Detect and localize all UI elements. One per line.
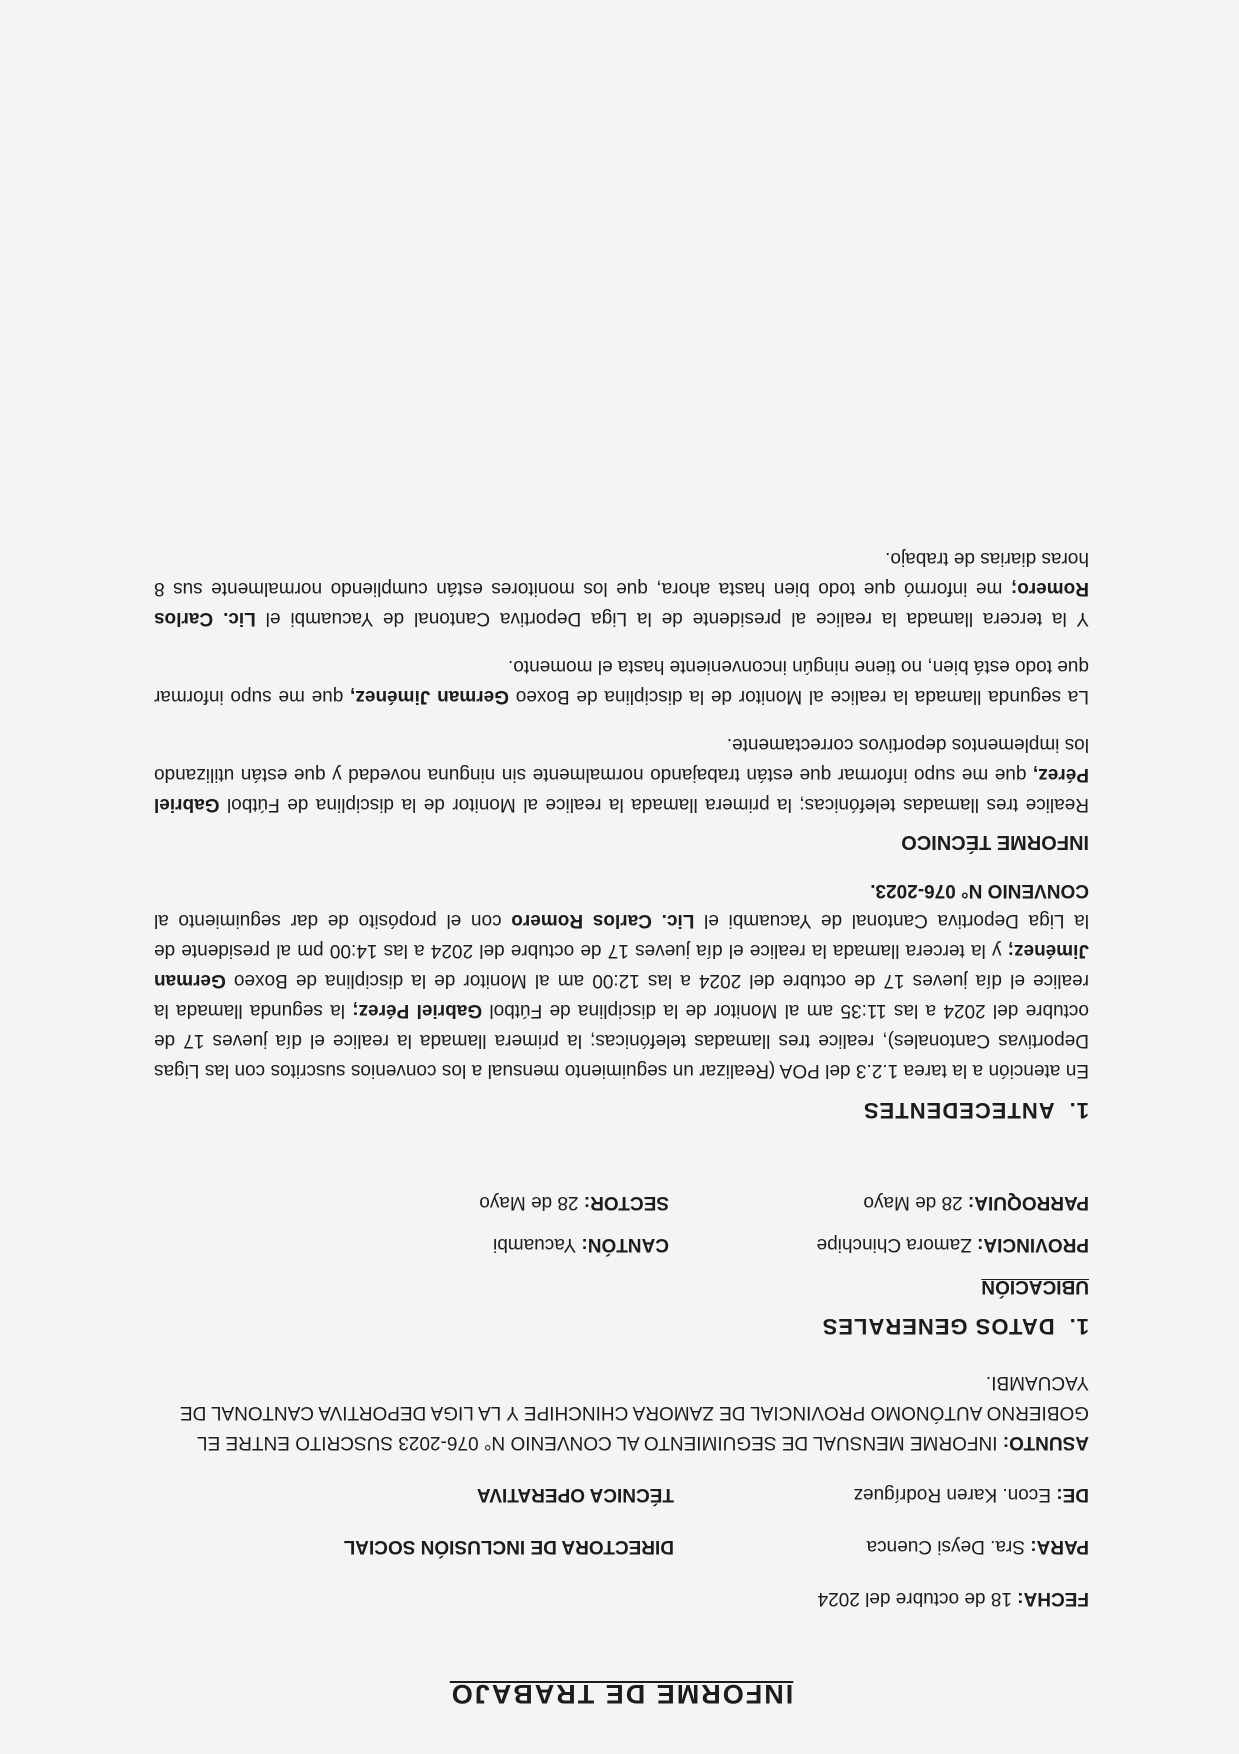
location-row-2: PARROQUIA: 28 de Mayo SECTOR: 28 de Mayo <box>479 1192 1089 1213</box>
asunto-label: ASUNTO: <box>1002 1432 1089 1453</box>
datos-generales-heading: 1.DATOS GENERALES <box>821 1314 1089 1339</box>
fecha-label: FECHA: <box>1017 1588 1089 1609</box>
fecha-row <box>154 1583 1089 1613</box>
sector-value: 28 de Mayo <box>479 1192 579 1213</box>
parroquia-value: 28 de Mayo <box>863 1192 963 1213</box>
provincia-value: Zamora Chinchipe <box>816 1234 972 1255</box>
de-label: DE: <box>1056 1484 1089 1505</box>
informe-tecnico-heading: INFORME TÉCNICO <box>901 831 1089 853</box>
informe-paragraph-1: Realice tres llamadas telefónicas; la primera llamada la realice al Monitor de la disciplina de Fútbol Gabriel Pérez, que me supo informar que están trabajando normalmente sin ninguna novedad y que están utilizando los implementos deportivos correctamente. <box>153 734 1089 815</box>
report-sheet <box>154 539 1089 1709</box>
report-title: INFORME DE TRABAJO <box>449 1679 794 1709</box>
ubicacion-title: UBICACIÓN <box>981 1276 1089 1297</box>
de-value: Econ. Karen Rodríguez <box>853 1484 1051 1505</box>
antecedentes-paragraph: En atención a la tarea 1.2.3 del POA (Realizar un seguimiento mensual a los convenios suscritos con las Ligas Deportivas Cantonales), realice tres llamadas telefónicas; la primera llamada la realice el día jueves 17 de octubre del 2024 a las 11:35 am al Monitor de la disciplina de Fútbol Gabriel Pérez; la segunda llamada la realice el día jueves 17 de octubre del 2024 a las 12:00 am al Monitor de la disciplina de Boxeo German Jiménez; y la tercera llamada la realice el día jueves 17 de octubre del 2024 a las 14:00 pm al presidente de la Liga Deportiva Cantonal de Yacuambi el Lic. Carlos Romero con el propósito de dar seguimiento al CONVENIO N° 076-2023. <box>153 880 1089 1081</box>
asunto-value: INFORME MENSUAL DE SEGUIMIENTO AL CONVENIO N° 076-2023 SUSCRITO ENTRE EL GOBIERNO AUTÓNOMO PROVINCIAL DE ZAMORA CHINCHIPE Y LA LIGA DEPORTIVA CANTONAL DE YACUAMBI. <box>179 1372 1089 1453</box>
para-label: PARA: <box>1030 1536 1089 1557</box>
de-role: TÉCNICA OPERATIVA <box>476 1484 674 1505</box>
de-row <box>154 1479 1089 1509</box>
para-row <box>154 1531 1089 1561</box>
fecha-value: 18 de octubre del 2024 <box>817 1588 1012 1609</box>
location-row-1: PROVINCIA: Zamora Chinchipe CANTÓN: Yacuambi <box>493 1234 1089 1255</box>
para-role: DIRECTORA DE INCLUSIÓN SOCIAL <box>343 1536 674 1557</box>
informe-paragraph-2: La segunda llamada la realice al Monitor de la disciplina de Boxeo German Jiménez, que me supo informar que todo está bien, no tiene ningún inconveniente hasta el momento. <box>153 656 1089 707</box>
para-value: Sra. Deysi Cuenca <box>866 1536 1025 1557</box>
asunto-block <box>154 1367 1089 1457</box>
informe-paragraph-3: Y la tercera llamada la realice al presidente de la Liga Deportiva Cantonal de Yacuambi el Lic. Carlos Romero; me informó que todo bien hasta ahora, que los monitores están cumpliendo normalmente sus 8 horas diarias de trabajo. <box>153 548 1089 629</box>
canton-value: Yacuambi <box>493 1234 577 1255</box>
antecedentes-heading: 1.ANTECEDENTES <box>862 1098 1089 1123</box>
